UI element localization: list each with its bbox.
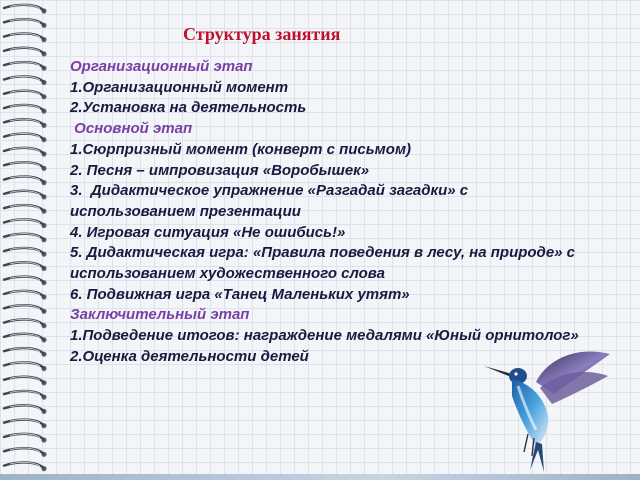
list-item: 1.Сюрпризный момент (конверт с письмом) (70, 140, 412, 158)
spiral-ring (4, 5, 47, 14)
section-heading-main: Основной этап (70, 120, 193, 138)
list-item: 3. Дидактическое упражнение «Разгадай загадки» с использованием презентации (70, 182, 473, 220)
list-item: 2.Оценка деятельности детей (70, 347, 309, 365)
spiral-ring (4, 262, 47, 271)
spiral-ring (4, 419, 47, 428)
spiral-ring (4, 48, 47, 57)
list-item: 6. Подвижная игра «Танец Маленьких утят» (70, 285, 410, 303)
spiral-ring (4, 162, 47, 171)
section-heading-final: Заключительный этап (70, 306, 250, 324)
spiral-ring (4, 176, 47, 185)
spiral-ring (4, 334, 47, 343)
spiral-ring (4, 234, 47, 243)
spiral-ring (4, 305, 47, 314)
spiral-ring (4, 362, 47, 371)
spiral-ring (4, 148, 47, 157)
spiral-ring (4, 448, 47, 457)
spiral-ring (4, 76, 47, 85)
spiral-ring (4, 319, 47, 328)
spiral-binding (0, 0, 64, 480)
spiral-ring (4, 91, 47, 100)
spiral-ring (4, 391, 47, 400)
spiral-ring (4, 33, 47, 42)
section-heading-organizational: Организационный этап (70, 58, 253, 75)
slide-title: Структура занятия (183, 24, 341, 44)
spiral-ring (4, 19, 47, 28)
list-item: 4. Игровая ситуация «Не ошибись!» (70, 223, 346, 241)
spiral-ring (4, 119, 47, 128)
spiral-ring (4, 62, 47, 71)
spiral-ring (4, 462, 47, 471)
list-item: 1.Подведение итогов: награждение медалями «Юный орнитолог» (70, 327, 579, 345)
spiral-ring (4, 105, 47, 114)
list-item: 5. Дидактическая игра: «Правила поведения в лесу, на природе» с использованием художественного слова (70, 244, 576, 283)
bottom-band (0, 474, 640, 480)
spiral-ring (4, 248, 47, 257)
list-item: 2. Песня – импровизация «Воробышек» (70, 161, 370, 179)
spiral-ring (4, 276, 47, 285)
spiral-ring (4, 133, 47, 142)
spiral-ring (4, 291, 47, 300)
spiral-ring (4, 377, 47, 386)
hummingbird-illustration (478, 338, 618, 480)
spiral-ring (4, 434, 47, 443)
spiral-ring (4, 205, 47, 214)
spiral-ring (4, 219, 47, 228)
spiral-ring (4, 405, 47, 414)
spiral-ring (4, 191, 47, 200)
list-item: 2.Установка на деятельность (70, 99, 307, 117)
list-item: 1.Организационный момент (70, 78, 289, 96)
lesson-structure (70, 57, 580, 368)
spiral-ring (4, 348, 47, 357)
